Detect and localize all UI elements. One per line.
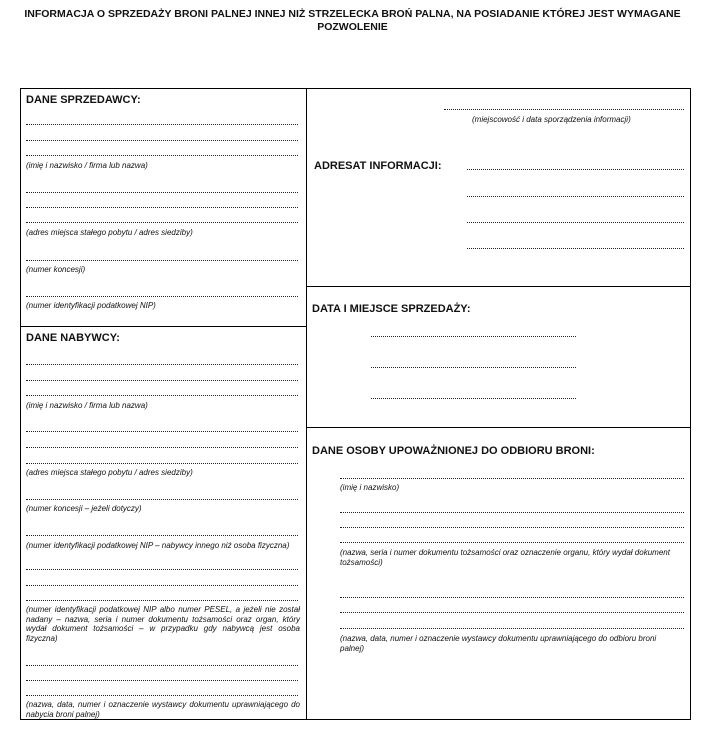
buyer-permit-line-1[interactable] — [26, 665, 298, 666]
seller-license-caption: (numer koncesji) — [26, 265, 86, 274]
buyer-permit-line-3[interactable] — [26, 695, 298, 696]
place-date-line[interactable] — [444, 109, 684, 110]
buyer-permit-line-2[interactable] — [26, 680, 298, 681]
authorized-doc-line-3[interactable] — [340, 628, 684, 629]
buyer-name-line-2[interactable] — [26, 380, 298, 381]
addressee-heading: ADRESAT INFORMACJI: — [314, 160, 442, 172]
authorized-doc-line-2[interactable] — [340, 612, 684, 613]
sale-authorized-divider — [306, 427, 691, 428]
buyer-pesel-line-3[interactable] — [26, 600, 298, 601]
addressee-line-4[interactable] — [467, 248, 684, 249]
buyer-address-line-3[interactable] — [26, 463, 298, 464]
seller-address-line-2[interactable] — [26, 207, 298, 208]
buyer-address-line-1[interactable] — [26, 431, 298, 432]
authorized-name-line[interactable] — [340, 478, 684, 479]
title-line-1: INFORMACJA O SPRZEDAŻY BRONI PALNEJ INNEJ NIŻ STRZELECKA BROŃ PALNA, NA POSIADANIE KTÓREJ JEST WYMAGANE — [24, 8, 681, 20]
authorized-doc-line-1[interactable] — [340, 597, 684, 598]
buyer-pesel-caption: (numer identyfikacji podatkowej NIP albo numer PESEL, a jeżeli nie został nadany – nazwa, seria i numer dokumentu tożsamości oraz organ, który wydał dokument tożsamości – w przypadku gdy nabywcą jest osoba fizyczna) — [26, 605, 300, 643]
buyer-permit-caption: (nazwa, data, numer i oznaczenie wystawcy dokumentu uprawniającego do nabycia broni palnej) — [26, 700, 300, 719]
authorized-heading: DANE OSOBY UPOWAŻNIONEJ DO ODBIORU BRONI: — [312, 445, 595, 457]
buyer-license-caption: (numer koncesji – jeżeli dotyczy) — [26, 504, 142, 513]
buyer-address-caption: (adres miejsca stałego pobytu / adres siedziby) — [26, 468, 193, 477]
buyer-heading: DANE NABYWCY: — [26, 332, 120, 344]
sale-line-2[interactable] — [371, 367, 576, 368]
buyer-name-caption: (imię i nazwisko / firma lub nazwa) — [26, 401, 148, 410]
seller-nip-line[interactable] — [26, 296, 298, 297]
buyer-nip-caption: (numer identyfikacji podatkowej NIP – nabywcy innego niż osoba fizyczna) — [26, 541, 290, 550]
seller-heading: DANE SPRZEDAWCY: — [26, 94, 141, 106]
seller-address-line-1[interactable] — [26, 192, 298, 193]
authorized-id-caption: (nazwa, seria i numer dokumentu tożsamości oraz oznaczenie organu, który wydał dokument tożsamości) — [340, 548, 670, 567]
authorized-id-line-1[interactable] — [340, 512, 684, 513]
authorized-id-line-2[interactable] — [340, 527, 684, 528]
seller-license-line[interactable] — [26, 260, 298, 261]
seller-address-caption: (adres miejsca stałego pobytu / adres siedziby) — [26, 228, 193, 237]
buyer-license-line[interactable] — [26, 499, 298, 500]
buyer-name-line-1[interactable] — [26, 364, 298, 365]
buyer-address-line-2[interactable] — [26, 447, 298, 448]
addressee-sale-divider — [306, 286, 691, 287]
place-date-caption: (miejscowość i data sporządzenia informacji) — [472, 115, 631, 124]
buyer-name-line-3[interactable] — [26, 395, 298, 396]
addressee-line-1[interactable] — [467, 169, 684, 170]
document-title — [20, 8, 685, 34]
column-divider — [306, 88, 307, 720]
sale-heading: DATA I MIEJSCE SPRZEDAŻY: — [312, 303, 471, 315]
sale-line-1[interactable] — [371, 336, 576, 337]
seller-buyer-divider — [20, 326, 307, 327]
seller-name-line-2[interactable] — [26, 140, 298, 141]
sale-line-3[interactable] — [371, 398, 576, 399]
seller-nip-caption: (numer identyfikacji podatkowej NIP) — [26, 301, 156, 310]
addressee-line-2[interactable] — [467, 196, 684, 197]
buyer-pesel-line-2[interactable] — [26, 585, 298, 586]
authorized-doc-caption: (nazwa, data, numer i oznaczenie wystawcy dokumentu uprawniającego do odbioru broni palnej) — [340, 634, 657, 653]
buyer-pesel-line-1[interactable] — [26, 569, 298, 570]
title-line-2: POZWOLENIE — [317, 21, 388, 33]
buyer-nip-line[interactable] — [26, 535, 298, 536]
authorized-name-caption: (imię i nazwisko) — [340, 483, 400, 492]
authorized-id-line-3[interactable] — [340, 542, 684, 543]
seller-name-line-3[interactable] — [26, 155, 298, 156]
addressee-line-3[interactable] — [467, 222, 684, 223]
seller-name-caption: (imię i nazwisko / firma lub nazwa) — [26, 161, 148, 170]
seller-address-line-3[interactable] — [26, 222, 298, 223]
seller-name-line-1[interactable] — [26, 124, 298, 125]
